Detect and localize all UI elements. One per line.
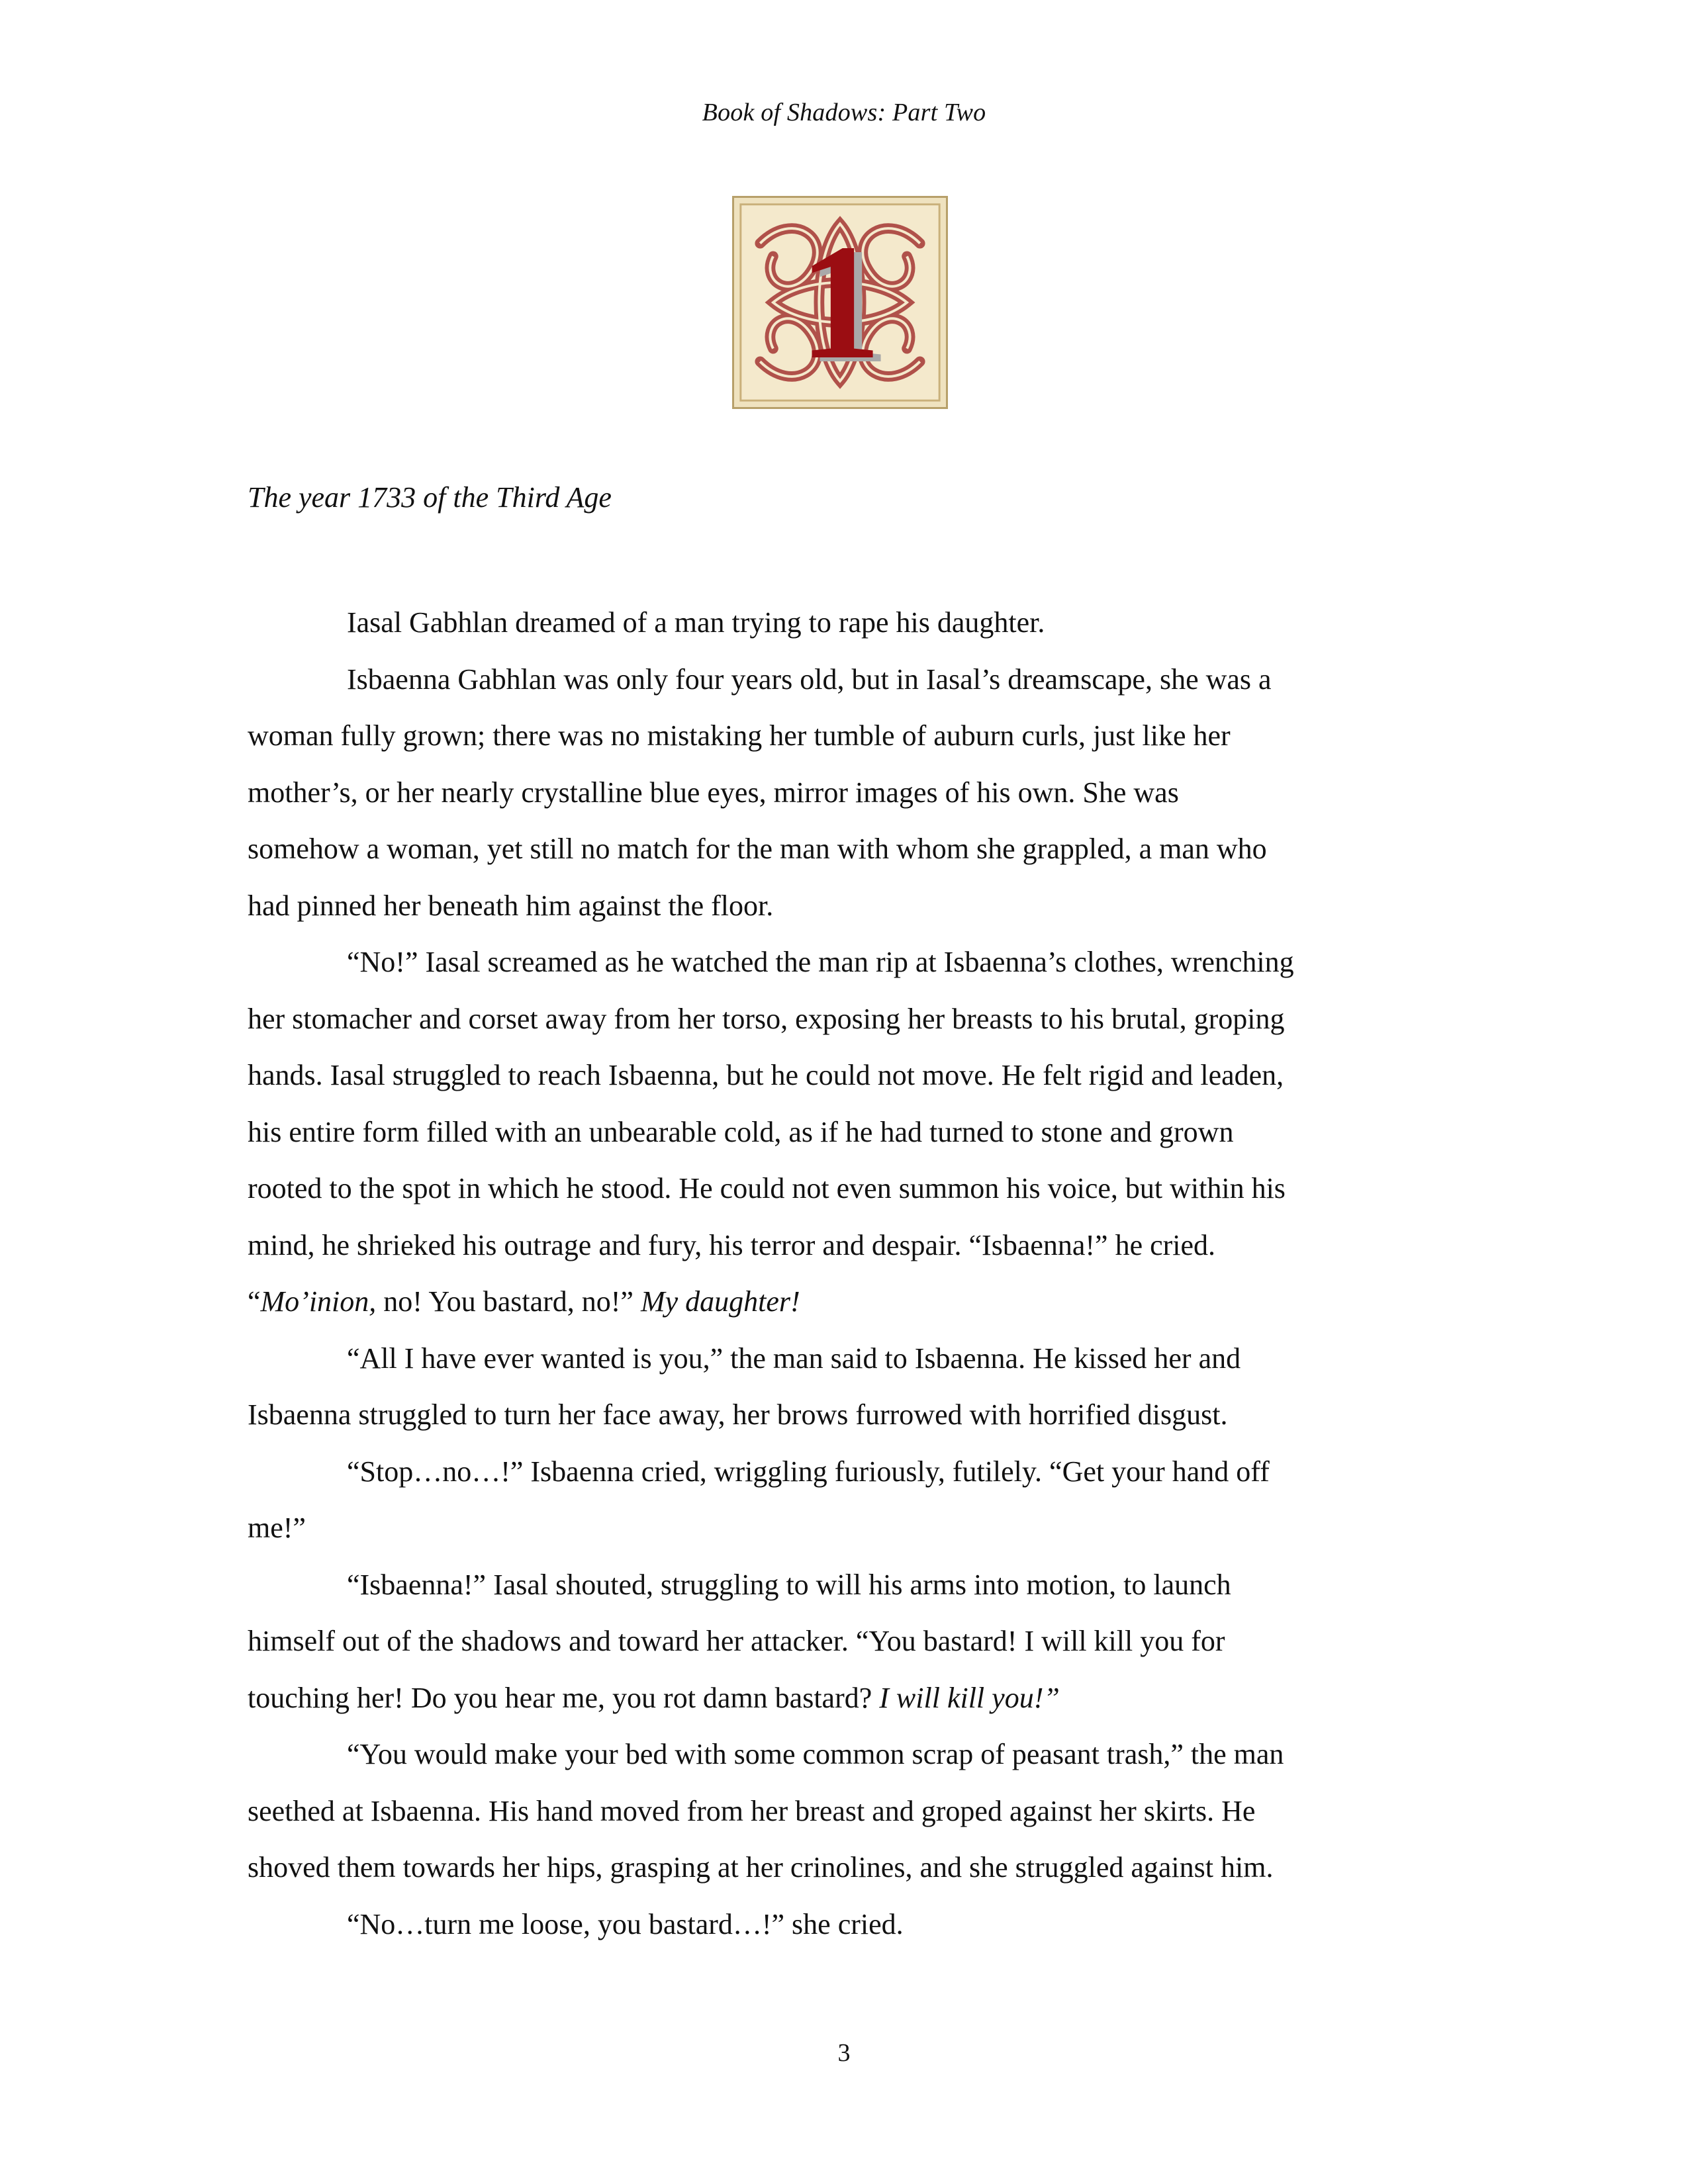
dateline: The year 1733 of the Third Age bbox=[248, 481, 612, 514]
italic-phrase: My daughter! bbox=[640, 1285, 800, 1318]
body-line: his entire form filled with an unbearable cold, as if he had turned to stone and grown bbox=[248, 1115, 1234, 1148]
body-line: her stomacher and corset away from her torso, exposing her breasts to his brutal, groping bbox=[248, 1002, 1285, 1035]
body-line: Isbaenna struggled to turn her face away, her brows furrowed with horrified disgust. bbox=[248, 1398, 1228, 1431]
body-line: me!” bbox=[248, 1512, 306, 1544]
body-fragment: touching her! Do you hear me, you rot damn bastard? bbox=[248, 1681, 880, 1714]
body-line: mother’s, or her nearly crystalline blue eyes, mirror images of his own. She was bbox=[248, 776, 1179, 809]
body-line: “All I have ever wanted is you,” the man said to Isbaenna. He kissed her and bbox=[347, 1342, 1241, 1375]
body-line: seethed at Isbaenna. His hand moved from her breast and groped against her skirts. He bbox=[248, 1794, 1256, 1827]
body-line: himself out of the shadows and toward her attacker. “You bastard! I will kill you for bbox=[248, 1625, 1225, 1657]
chapter-body bbox=[248, 594, 1439, 1952]
body-line bbox=[248, 1273, 1439, 1330]
body-line: “Isbaenna!” Iasal shouted, struggling to will his arms into motion, to launch bbox=[347, 1568, 1231, 1601]
body-line: Iasal Gabhlan dreamed of a man trying to rape his daughter. bbox=[347, 606, 1045, 639]
body-line: Isbaenna Gabhlan was only four years old, but in Iasal’s dreamscape, she was a bbox=[347, 662, 1272, 696]
chapter-number: 1 bbox=[798, 210, 882, 394]
body-line: rooted to the spot in which he stood. He could not even summon his voice, but within his bbox=[248, 1172, 1286, 1205]
body-line: woman fully grown; there was no mistaking her tumble of auburn curls, just like her bbox=[248, 719, 1231, 752]
body-line bbox=[248, 1670, 1439, 1727]
body-fragment: “ bbox=[248, 1285, 261, 1318]
celtic-knot-chapter-ornament bbox=[732, 196, 948, 409]
body-line: had pinned her beneath him against the floor. bbox=[248, 889, 774, 922]
body-line: “No…turn me loose, you bastard…!” she cried. bbox=[347, 1907, 904, 1940]
body-line: somehow a woman, yet still no match for the man with whom she grappled, a man who bbox=[248, 833, 1267, 865]
body-line: “No!” Iasal screamed as he watched the man rip at Isbaenna’s clothes, wrenching bbox=[347, 946, 1294, 978]
running-title: Book of Shadows: Part Two bbox=[702, 99, 986, 126]
body-line: “You would make your bed with some common scrap of peasant trash,” the man bbox=[347, 1738, 1284, 1770]
italic-phrase: Mo’inion, bbox=[260, 1285, 377, 1318]
italic-phrase: I will kill you!” bbox=[879, 1681, 1060, 1714]
body-line: hands. Iasal struggled to reach Isbaenna, but he could not move. He felt rigid and leaden, bbox=[248, 1059, 1284, 1091]
body-line: mind, he shrieked his outrage and fury, his terror and despair. “Isbaenna!” he cried. bbox=[248, 1228, 1216, 1261]
body-line: “Stop…no…!” Isbaenna cried, wriggling furiously, futilely. “Get your hand off bbox=[347, 1455, 1270, 1488]
body-fragment: no! You bastard, no!” bbox=[376, 1285, 641, 1318]
body-line: shoved them towards her hips, grasping at her crinolines, and she struggled against him. bbox=[248, 1851, 1274, 1884]
page-number: 3 bbox=[837, 2039, 851, 2067]
